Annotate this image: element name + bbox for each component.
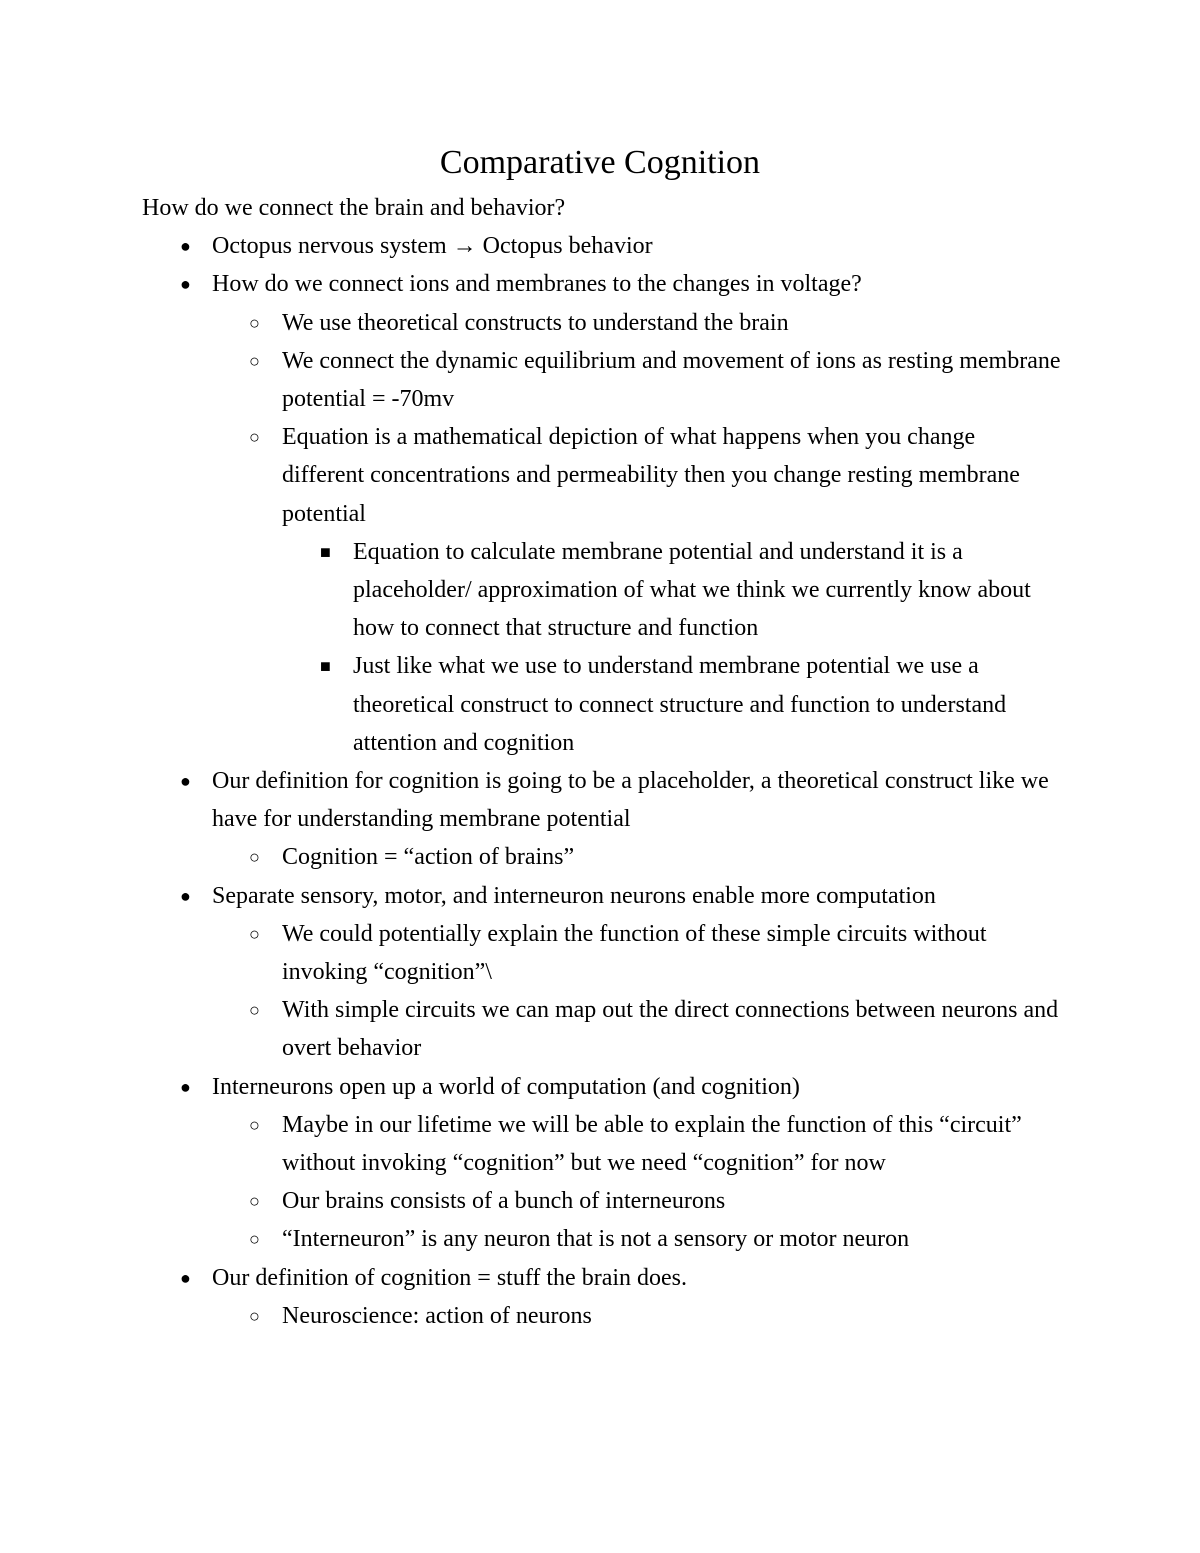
- list-item: [142, 1297, 1062, 1335]
- circle-marker: ○: [249, 1191, 260, 1212]
- list-item-text: Our definition of cognition = stuff the brain does.: [212, 1264, 688, 1291]
- list-item: [142, 533, 1062, 648]
- list-item-text: We connect the dynamic equilibrium and movement of ions as resting membrane potential = -70mv: [282, 347, 1061, 413]
- bullet-marker: ●: [180, 274, 191, 295]
- circle-marker: ○: [249, 312, 260, 333]
- list-item: [142, 418, 1062, 533]
- list-item-text: Octopus nervous system → Octopus behavior: [212, 233, 653, 260]
- list-item: [142, 304, 1062, 342]
- list-item: [142, 991, 1062, 1067]
- square-marker: ■: [320, 656, 331, 677]
- list-item: [142, 1182, 1062, 1220]
- list-item-text: Interneurons open up a world of computation (and cognition): [212, 1073, 800, 1100]
- list-item-text: Our definition for cognition is going to be a placeholder, a theoretical construct like we have for understanding membrane potential: [212, 768, 1049, 833]
- list-item-text: Just like what we use to understand membrane potential we use a theoretical construct to connect structure and function to understand attention and cognition: [353, 653, 1007, 756]
- list-item: [142, 1220, 1062, 1258]
- list-item: [142, 1068, 1062, 1106]
- list-item-text: Cognition = “action of brains”: [282, 844, 575, 871]
- list-item: [142, 227, 1062, 265]
- intro-question: How do we connect the brain and behavior?: [142, 195, 566, 221]
- circle-marker: ○: [249, 427, 260, 448]
- bullet-marker: ●: [180, 236, 191, 257]
- document-body: [142, 189, 1062, 1335]
- list-item-text: With simple circuits we can map out the direct connections between neurons and overt behavior: [282, 997, 1059, 1062]
- page-title: Comparative Cognition: [439, 144, 761, 181]
- sublist: [142, 533, 1062, 762]
- list-item-text: Equation to calculate membrane potential and understand it is a placeholder/ approximation of what we think we currently know about how to connect that structure and function: [353, 538, 1031, 642]
- list-item-text: Neuroscience: action of neurons: [282, 1302, 592, 1329]
- bullet-marker: ●: [180, 1267, 191, 1288]
- list-item: [142, 838, 1062, 876]
- sublist: [142, 915, 1062, 1068]
- list-item: [142, 342, 1062, 418]
- sublist: [142, 838, 1062, 876]
- circle-marker: ○: [249, 847, 260, 868]
- list-item: [142, 762, 1062, 838]
- list-item: [142, 915, 1062, 991]
- list-item: [142, 265, 1062, 303]
- list-item-text: How do we connect ions and membranes to the changes in voltage?: [212, 271, 862, 298]
- circle-marker: ○: [249, 1114, 260, 1135]
- list-item-text: Our brains consists of a bunch of interneurons: [282, 1188, 726, 1215]
- list-item-text: Maybe in our lifetime we will be able to explain the function of this “circuit” without invoking “cognition” but we need “cognition” for now: [282, 1111, 1022, 1177]
- sublist: [142, 304, 1062, 762]
- list-item: [142, 647, 1062, 762]
- list-item: [142, 1259, 1062, 1297]
- circle-marker: ○: [249, 1305, 260, 1326]
- bullet-marker: ●: [180, 1076, 191, 1097]
- bullet-marker: ●: [180, 771, 191, 792]
- circle-marker: ○: [249, 1229, 260, 1250]
- list-item-text: We use theoretical constructs to understand the brain: [282, 309, 789, 336]
- list-item-text: Equation is a mathematical depiction of what happens when you change different concentrations and permeability then you change resting membrane potential: [282, 424, 1020, 527]
- sublist: [142, 1297, 1062, 1335]
- circle-marker: ○: [249, 923, 260, 944]
- bullet-marker: ●: [180, 885, 191, 906]
- list-item-text: We could potentially explain the function of these simple circuits without invoking “cognition”\: [282, 920, 987, 986]
- list-item: [142, 1106, 1062, 1182]
- outline-list: [142, 227, 1062, 1335]
- list-item: [142, 877, 1062, 915]
- circle-marker: ○: [249, 350, 260, 371]
- square-marker: ■: [320, 541, 331, 562]
- circle-marker: ○: [249, 1000, 260, 1021]
- list-item-text: Separate sensory, motor, and interneuron neurons enable more computation: [212, 882, 936, 909]
- list-item-text: “Interneuron” is any neuron that is not a sensory or motor neuron: [282, 1226, 910, 1253]
- sublist: [142, 1106, 1062, 1259]
